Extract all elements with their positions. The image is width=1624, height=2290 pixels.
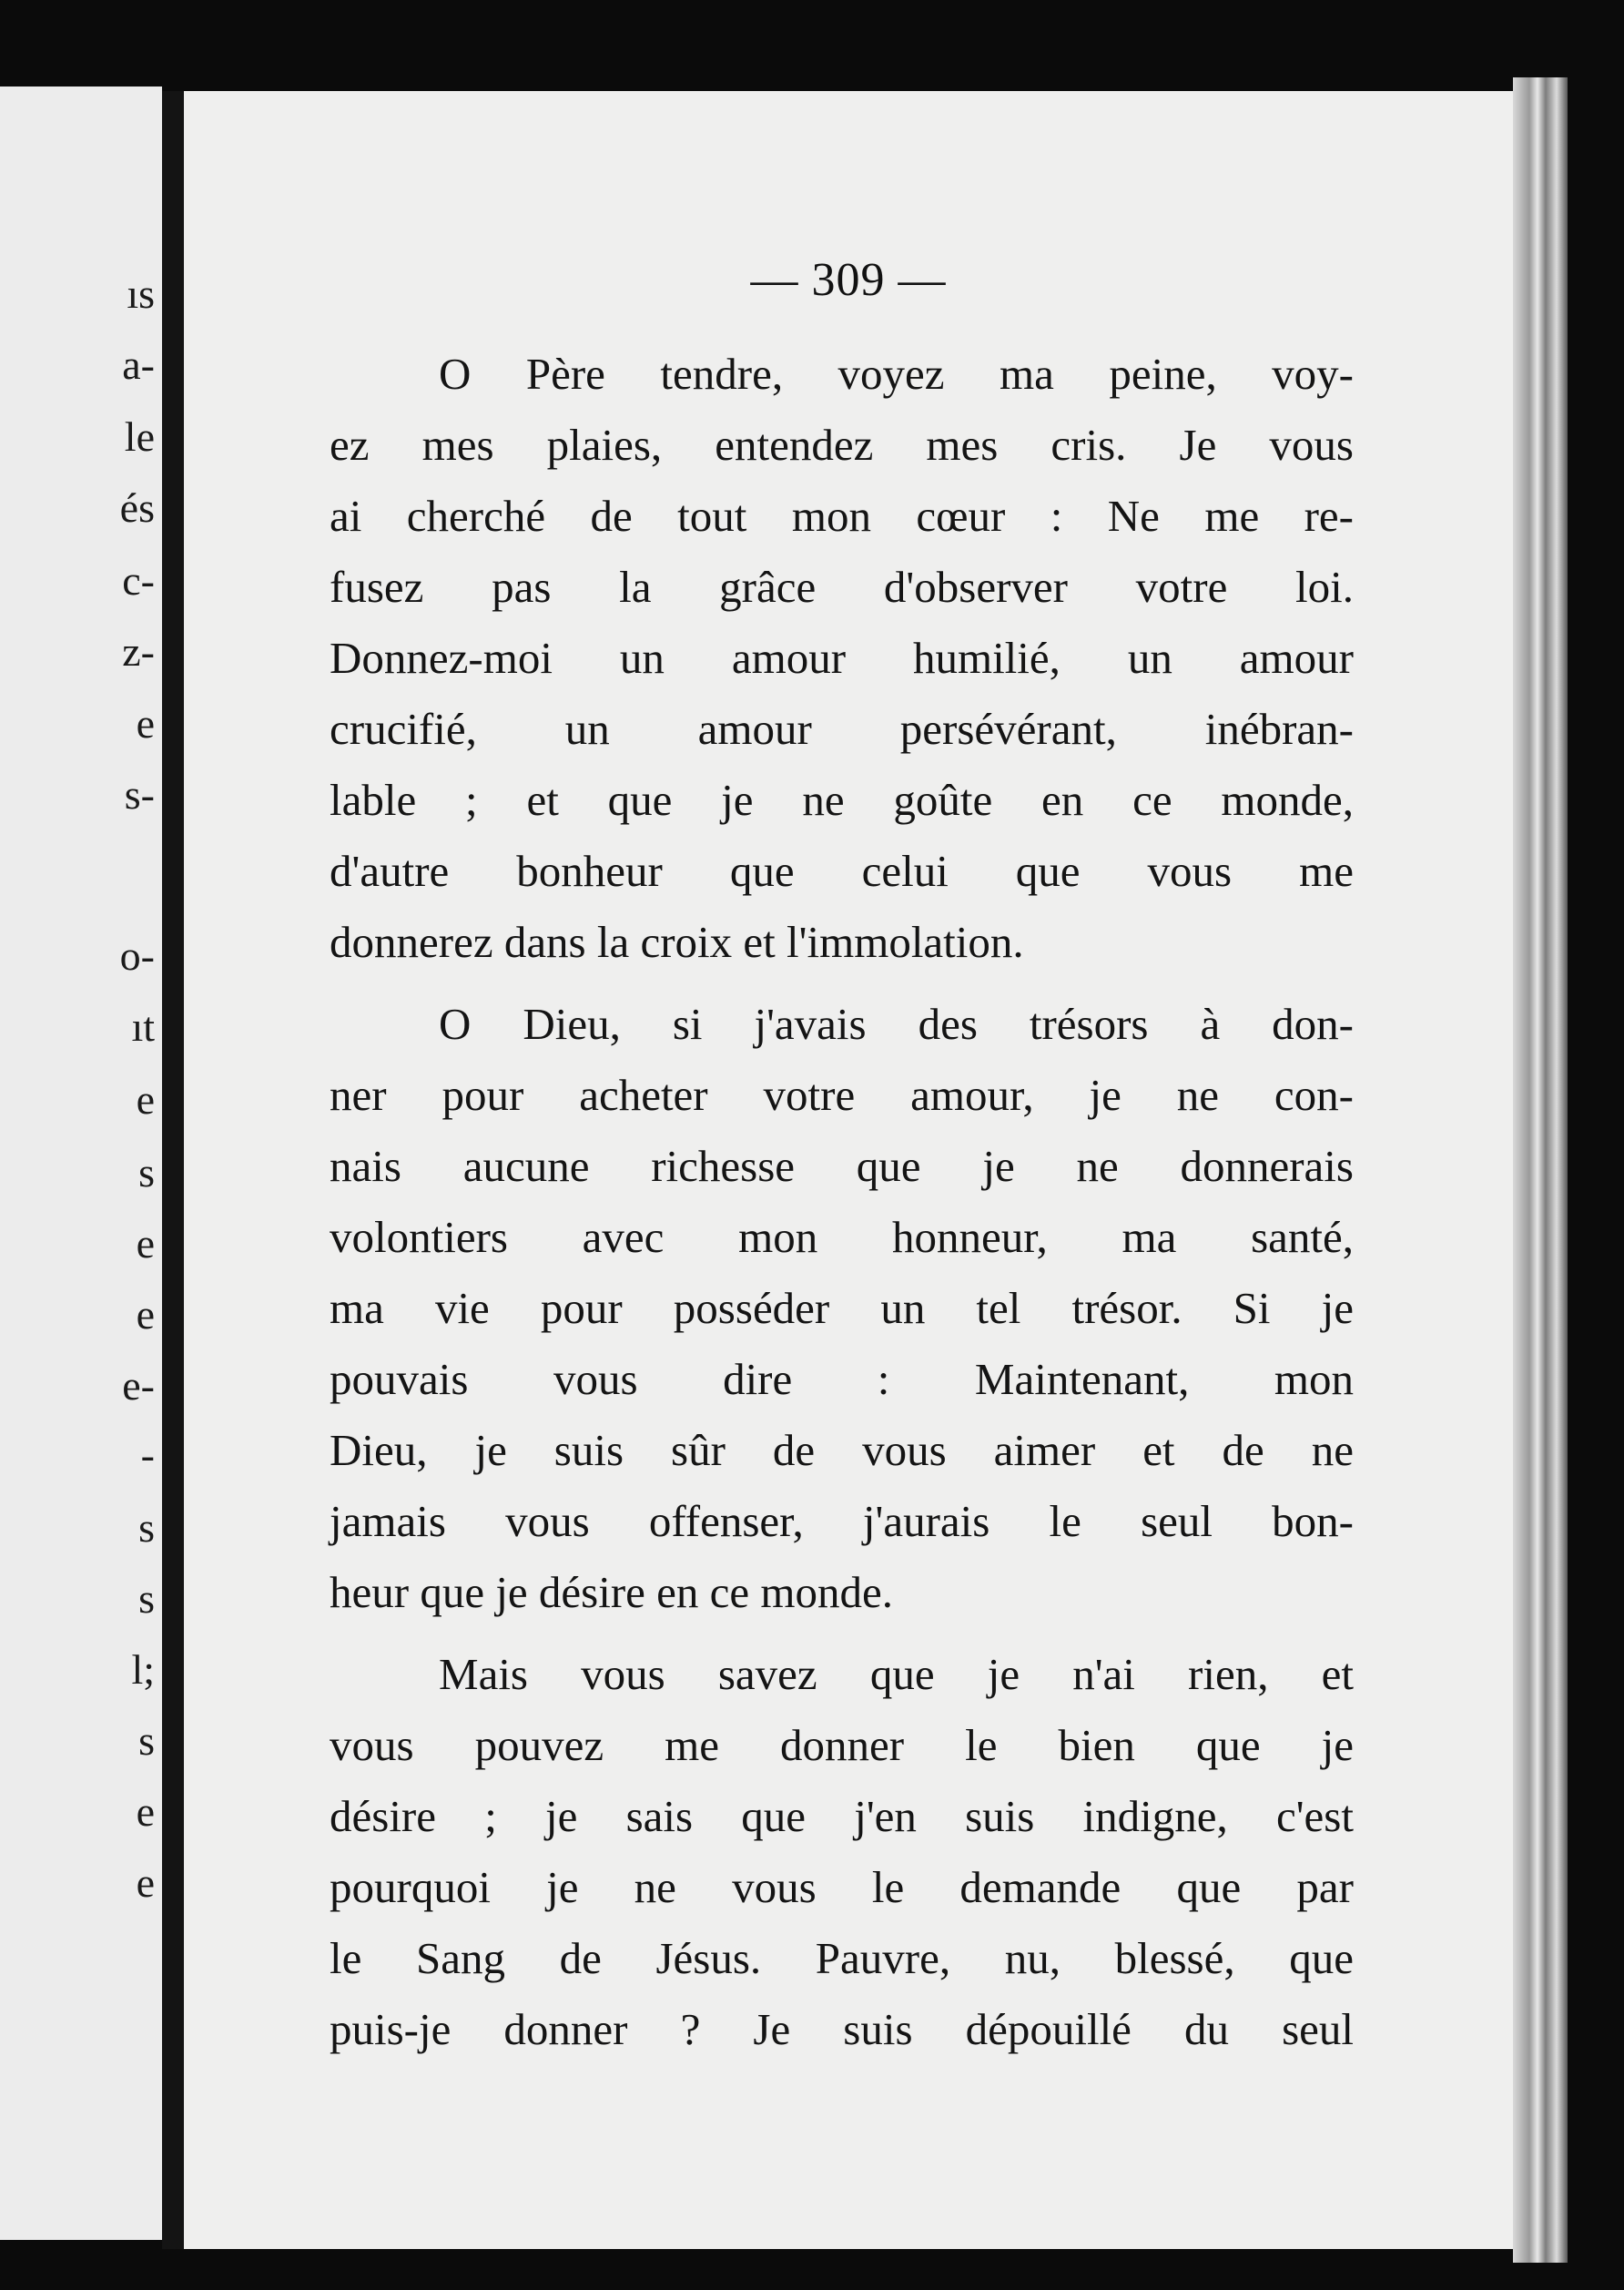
left-fragment: e xyxy=(136,700,155,747)
left-fragment: s- xyxy=(124,771,155,818)
left-fragment: e xyxy=(136,1291,155,1338)
text-line: nais aucune richesse que je ne donnerais xyxy=(330,1141,1354,1191)
text-line: d'autre bonheur que celui que vous me xyxy=(330,846,1354,896)
left-fragment: ıt xyxy=(131,1003,155,1050)
text-line: vous pouvez me donner le bien que je xyxy=(330,1720,1354,1770)
text-line: O Dieu, si j'avais des trésors à don- xyxy=(439,999,1354,1049)
left-page-margin xyxy=(0,87,162,2240)
text-line: heur que je désire en ce monde. xyxy=(330,1567,894,1617)
left-fragment: a- xyxy=(122,341,155,388)
left-fragment: s xyxy=(138,1504,155,1551)
left-fragment: e xyxy=(136,1859,155,1906)
left-fragment: le xyxy=(124,413,155,460)
text-line: crucifié, un amour persévérant, inébran- xyxy=(330,704,1354,754)
page-body xyxy=(330,339,1354,2065)
text-line: Mais vous savez que je n'ai rien, et xyxy=(439,1649,1354,1699)
text-line: volontiers avec mon honneur, ma santé, xyxy=(330,1212,1354,1262)
left-fragment: e xyxy=(136,1076,155,1123)
text-line: pouvais vous dire : Maintenant, mon xyxy=(330,1354,1354,1404)
left-fragment: s xyxy=(138,1575,155,1622)
text-line: O Père tendre, voyez ma peine, voy- xyxy=(439,349,1354,399)
left-fragment: és xyxy=(119,484,155,531)
left-fragment: c- xyxy=(122,557,155,604)
left-fragment: s xyxy=(138,1717,155,1764)
text-line: lable ; et que je ne goûte en ce monde, xyxy=(330,775,1354,825)
left-fragment: - xyxy=(140,1431,155,1478)
left-fragment: e xyxy=(136,1788,155,1835)
left-fragment: s xyxy=(138,1149,155,1196)
page-number: — 309 — xyxy=(750,254,947,306)
text-line: Donnez-moi un amour humilié, un amour xyxy=(330,633,1354,683)
text-line: ma vie pour posséder un tel trésor. Si je xyxy=(330,1283,1354,1333)
text-line: ai cherché de tout mon cœur : Ne me re- xyxy=(330,491,1354,541)
text-line: puis-je donner ? Je suis dépouillé du seul xyxy=(330,2004,1354,2054)
text-line: donnerez dans la croix et l'immolation. xyxy=(330,917,1024,967)
left-fragment: z- xyxy=(122,628,155,675)
left-fragment: ıs xyxy=(127,270,155,317)
text-line: fusez pas la grâce d'observer votre loi. xyxy=(330,562,1354,612)
text-line: désire ; je sais que j'en suis indigne, c'est xyxy=(330,1791,1354,1841)
text-line: ez mes plaies, entendez mes cris. Je vous xyxy=(330,420,1354,470)
text-line: jamais vous offenser, j'aurais le seul bon- xyxy=(330,1496,1354,1546)
book-page xyxy=(184,91,1513,2249)
page-stack-edge xyxy=(1513,77,1568,2263)
left-fragment: e- xyxy=(122,1362,155,1409)
text-line: le Sang de Jésus. Pauvre, nu, blessé, que xyxy=(330,1933,1354,1983)
left-fragment: o- xyxy=(119,932,155,979)
book-gutter xyxy=(162,91,184,2249)
text-line: pourquoi je ne vous le demande que par xyxy=(330,1862,1354,1912)
left-fragment: e xyxy=(136,1220,155,1267)
left-fragment: l; xyxy=(131,1646,155,1693)
text-line: Dieu, je suis sûr de vous aimer et de ne xyxy=(330,1425,1354,1475)
text-line: ner pour acheter votre amour, je ne con- xyxy=(330,1070,1354,1120)
